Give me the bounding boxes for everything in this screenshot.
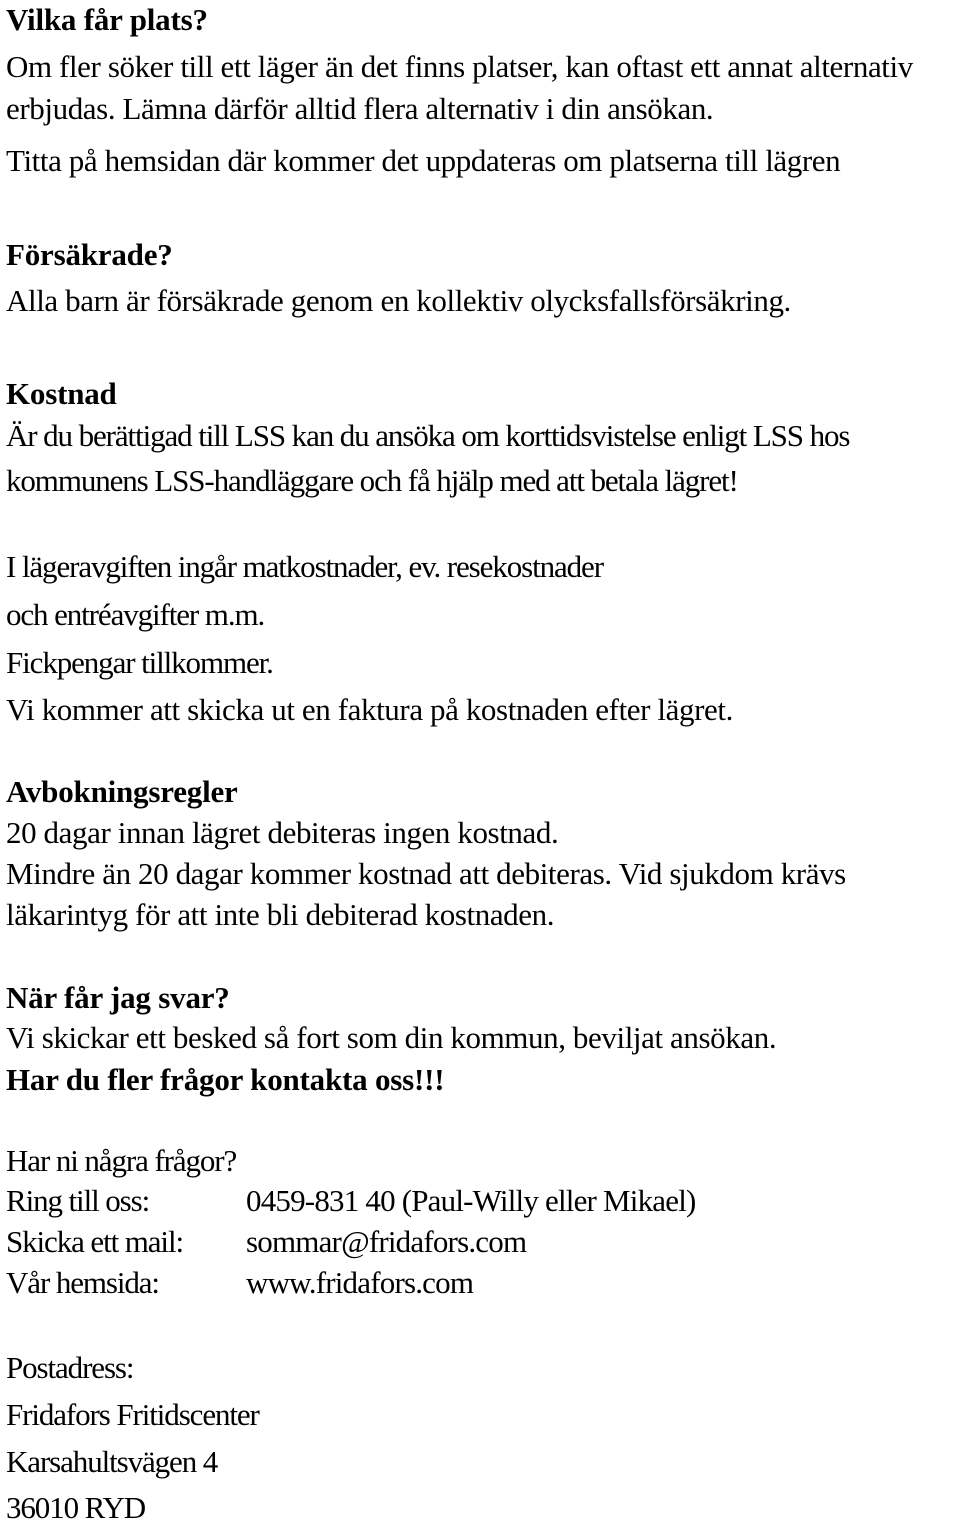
paragraph-line: och entréavgifter m.m. [6, 597, 265, 632]
contact-website-label: Vår hemsida: [6, 1265, 159, 1300]
paragraph-line: 20 dagar innan lägret debiteras ingen kostnad. [6, 815, 559, 850]
paragraph-line: erbjudas. Lämna därför alltid flera alternativ i din ansökan. [6, 91, 714, 126]
address-line: Fridafors Fritidscenter [6, 1397, 259, 1432]
contact-phone-label: Ring till oss: [6, 1183, 150, 1218]
address-line: 36010 RYD [6, 1490, 146, 1525]
paragraph-line: Titta på hemsidan där kommer det uppdateras om platserna till lägren [6, 143, 841, 178]
contact-mail-value[interactable]: sommar@fridafors.com [246, 1224, 527, 1259]
paragraph-line: Fickpengar tillkommer. [6, 645, 273, 680]
heading-forsakrade: Försäkrade? [6, 237, 173, 272]
paragraph-line: Är du berättigad till LSS kan du ansöka om korttidsvistelse enligt LSS hos [6, 418, 850, 453]
paragraph-line: Vi skickar ett besked så fort som din kommun, beviljat ansökan. [6, 1020, 777, 1055]
contact-us-emphasis: Har du fler frågor kontakta oss!!! [6, 1062, 445, 1097]
paragraph-line: kommunens LSS-handläggare och få hjälp med att betala lägret! [6, 463, 738, 498]
paragraph-line: Alla barn är försäkrade genom en kollektiv olycksfallsförsäkring. [6, 283, 791, 318]
heading-kostnad: Kostnad [6, 376, 117, 411]
address-line: Karsahultsvägen 4 [6, 1444, 218, 1479]
paragraph-line: Mindre än 20 dagar kommer kostnad att debiteras. Vid sjukdom krävs [6, 856, 846, 891]
paragraph-line: Om fler söker till ett läger än det finns platser, kan oftast ett annat alternativ [6, 49, 913, 84]
heading-nar-far-jag-svar: När får jag svar? [6, 980, 230, 1015]
paragraph-line: Vi kommer att skicka ut en faktura på kostnaden efter lägret. [6, 692, 733, 727]
contact-question: Har ni några frågor? [6, 1143, 237, 1178]
heading-vilka-far-plats: Vilka får plats? [6, 2, 208, 37]
contact-phone-value[interactable]: 0459-831 40 (Paul-Willy eller Mikael) [246, 1183, 696, 1218]
address-label: Postadress: [6, 1350, 134, 1385]
contact-mail-label: Skicka ett mail: [6, 1224, 183, 1259]
heading-avbokningsregler: Avbokningsregler [6, 774, 238, 809]
contact-website-value[interactable]: www.fridafors.com [246, 1265, 474, 1300]
paragraph-line: läkarintyg för att inte bli debiterad kostnaden. [6, 897, 555, 932]
paragraph-line: I lägeravgiften ingår matkostnader, ev. resekostnader [6, 549, 603, 584]
